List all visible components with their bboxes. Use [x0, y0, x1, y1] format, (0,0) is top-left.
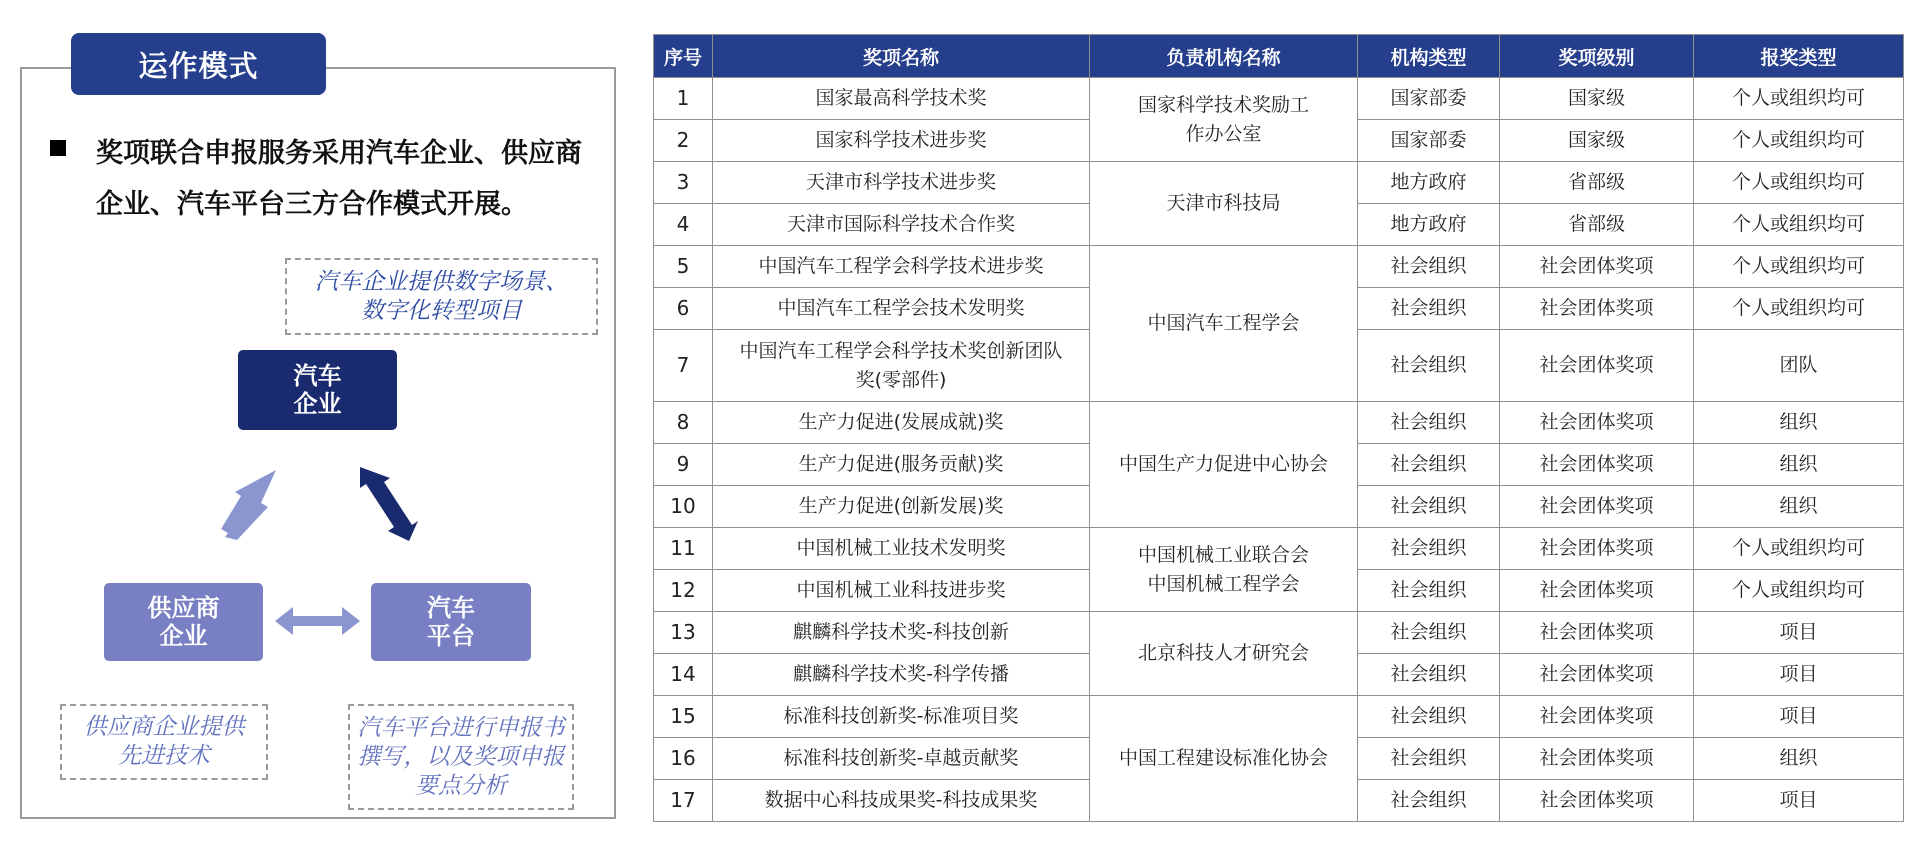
cell-award-name: 中国机械工业技术发明奖 — [713, 528, 1090, 570]
cell-seq: 6 — [654, 288, 713, 330]
cell-org-type: 社会组织 — [1358, 654, 1500, 696]
bullet-text: 奖项联合申报服务采用汽车企业、供应商企业、汽车平台三方合作模式开展。 — [96, 138, 582, 220]
cell-org-type: 社会组织 — [1358, 486, 1500, 528]
cell-apply-type: 个人或组织均可 — [1694, 120, 1904, 162]
table-row — [654, 528, 1904, 570]
cell-org-type: 社会组织 — [1358, 330, 1500, 402]
table-row — [654, 696, 1904, 738]
header-award-name: 奖项名称 — [713, 35, 1090, 78]
cell-apply-type: 个人或组织均可 — [1694, 204, 1904, 246]
node-supplier-label: 供应商企业 — [147, 594, 220, 650]
cell-apply-type: 团队 — [1694, 330, 1904, 402]
cell-award-name: 麒麟科学技术奖-科技创新 — [713, 612, 1090, 654]
table-row — [654, 612, 1904, 654]
cell-apply-type: 个人或组织均可 — [1694, 570, 1904, 612]
cell-award-name: 标准科技创新奖-卓越贡献奖 — [713, 738, 1090, 780]
bullet-square-icon — [50, 140, 66, 156]
cell-org-type: 社会组织 — [1358, 780, 1500, 822]
cell-apply-type: 项目 — [1694, 696, 1904, 738]
cell-seq: 7 — [654, 330, 713, 402]
cell-award-level: 社会团体奖项 — [1500, 444, 1694, 486]
cell-apply-type: 组织 — [1694, 738, 1904, 780]
cell-agency — [1090, 78, 1358, 162]
cell-award-level: 省部级 — [1500, 204, 1694, 246]
cell-seq: 11 — [654, 528, 713, 570]
cell-award-name-text: 中国汽车工程学会科学技术奖创新团队奖(零部件) — [739, 339, 1063, 391]
cell-award-level: 社会团体奖项 — [1500, 738, 1694, 780]
cell-org-type: 社会组织 — [1358, 738, 1500, 780]
cell-award-level: 国家级 — [1500, 120, 1694, 162]
cell-apply-type: 个人或组织均可 — [1694, 288, 1904, 330]
header-agency: 负责机构名称 — [1090, 35, 1358, 78]
cell-seq: 3 — [654, 162, 713, 204]
header-org-type: 机构类型 — [1358, 35, 1500, 78]
header-seq: 序号 — [654, 35, 713, 78]
cell-award-name: 生产力促进(发展成就)奖 — [713, 402, 1090, 444]
cell-apply-type: 个人或组织均可 — [1694, 528, 1904, 570]
cell-apply-type: 项目 — [1694, 612, 1904, 654]
cell-apply-type: 组织 — [1694, 486, 1904, 528]
node-auto-enterprise — [238, 350, 397, 430]
table-row — [654, 246, 1904, 288]
note-auto-text: 汽车企业提供数字场景、数字化转型项目 — [315, 268, 568, 324]
cell-org-type: 地方政府 — [1358, 162, 1500, 204]
cell-apply-type: 项目 — [1694, 654, 1904, 696]
cell-seq: 9 — [654, 444, 713, 486]
note-platform — [348, 704, 574, 810]
cell-award-name: 中国机械工业科技进步奖 — [713, 570, 1090, 612]
cell-agency: 北京科技人才研究会 — [1090, 612, 1358, 696]
cell-org-type: 社会组织 — [1358, 696, 1500, 738]
cell-org-type: 地方政府 — [1358, 204, 1500, 246]
header-apply-type: 报奖类型 — [1694, 35, 1904, 78]
note-supplier — [60, 704, 268, 780]
node-auto-label: 汽车企业 — [293, 362, 342, 418]
table-row — [654, 78, 1904, 120]
cell-award-name: 标准科技创新奖-标准项目奖 — [713, 696, 1090, 738]
header-award-level: 奖项级别 — [1500, 35, 1694, 78]
cell-seq: 12 — [654, 570, 713, 612]
cell-award-name — [713, 330, 1090, 402]
cell-award-name: 中国汽车工程学会科学技术进步奖 — [713, 246, 1090, 288]
cell-org-type: 国家部委 — [1358, 120, 1500, 162]
cell-seq: 14 — [654, 654, 713, 696]
cell-award-level: 社会团体奖项 — [1500, 654, 1694, 696]
cell-seq: 4 — [654, 204, 713, 246]
cell-seq: 15 — [654, 696, 713, 738]
cell-org-type: 国家部委 — [1358, 78, 1500, 120]
cell-award-level: 社会团体奖项 — [1500, 330, 1694, 402]
cell-apply-type: 组织 — [1694, 444, 1904, 486]
cell-seq: 5 — [654, 246, 713, 288]
cell-org-type: 社会组织 — [1358, 570, 1500, 612]
note-auto-enterprise — [285, 258, 598, 335]
table-row — [654, 162, 1904, 204]
cell-apply-type: 个人或组织均可 — [1694, 246, 1904, 288]
table-row — [654, 402, 1904, 444]
cell-org-type: 社会组织 — [1358, 612, 1500, 654]
node-supplier-enterprise — [104, 583, 263, 661]
cell-apply-type: 项目 — [1694, 780, 1904, 822]
cell-apply-type: 个人或组织均可 — [1694, 162, 1904, 204]
cell-seq: 13 — [654, 612, 713, 654]
cell-award-name: 麒麟科学技术奖-科学传播 — [713, 654, 1090, 696]
cell-award-level: 社会团体奖项 — [1500, 528, 1694, 570]
cell-agency-text: 国家科学技术奖励工作办公室 — [1137, 93, 1309, 145]
cell-award-name: 数据中心科技成果奖-科技成果奖 — [713, 780, 1090, 822]
cell-award-name: 天津市国际科学技术合作奖 — [713, 204, 1090, 246]
cell-seq: 2 — [654, 120, 713, 162]
cell-seq: 17 — [654, 780, 713, 822]
cell-award-level: 社会团体奖项 — [1500, 288, 1694, 330]
cell-org-type: 社会组织 — [1358, 402, 1500, 444]
cell-seq: 8 — [654, 402, 713, 444]
cell-award-name: 生产力促进(服务贡献)奖 — [713, 444, 1090, 486]
cell-agency: 中国工程建设标准化协会 — [1090, 696, 1358, 822]
cell-apply-type: 个人或组织均可 — [1694, 78, 1904, 120]
cell-agency-text: 中国机械工业联合会 中国机械工程学会 — [1137, 543, 1309, 595]
cell-agency: 中国生产力促进中心协会 — [1090, 402, 1358, 528]
note-platform-text: 汽车平台进行申报书撰写，以及奖项申报要点分析 — [357, 714, 565, 799]
cell-award-level: 社会团体奖项 — [1500, 780, 1694, 822]
cell-award-level: 省部级 — [1500, 162, 1694, 204]
cell-agency: 中国汽车工程学会 — [1090, 246, 1358, 402]
cell-award-name: 中国汽车工程学会技术发明奖 — [713, 288, 1090, 330]
cell-award-level: 社会团体奖项 — [1500, 612, 1694, 654]
cell-seq: 1 — [654, 78, 713, 120]
cell-award-name: 生产力促进(创新发展)奖 — [713, 486, 1090, 528]
operation-mode-title: 运作模式 — [71, 33, 326, 95]
cell-award-level: 国家级 — [1500, 78, 1694, 120]
node-auto-platform — [371, 583, 531, 661]
cell-org-type: 社会组织 — [1358, 528, 1500, 570]
cell-org-type: 社会组织 — [1358, 246, 1500, 288]
cell-agency — [1090, 528, 1358, 612]
table-header-row — [654, 35, 1904, 78]
cell-award-name: 国家科学技术进步奖 — [713, 120, 1090, 162]
cell-award-level: 社会团体奖项 — [1500, 402, 1694, 444]
cell-org-type: 社会组织 — [1358, 444, 1500, 486]
cell-seq: 16 — [654, 738, 713, 780]
note-supplier-text: 供应商企业提供先进技术 — [83, 714, 245, 769]
cell-org-type: 社会组织 — [1358, 288, 1500, 330]
cell-agency: 天津市科技局 — [1090, 162, 1358, 246]
cell-award-name: 天津市科学技术进步奖 — [713, 162, 1090, 204]
cell-award-level: 社会团体奖项 — [1500, 696, 1694, 738]
cell-award-level: 社会团体奖项 — [1500, 570, 1694, 612]
cell-award-name: 国家最高科学技术奖 — [713, 78, 1090, 120]
cell-apply-type: 组织 — [1694, 402, 1904, 444]
awards-table — [653, 34, 1904, 822]
node-platform-label: 汽车平台 — [427, 594, 475, 650]
cell-seq: 10 — [654, 486, 713, 528]
cell-award-level: 社会团体奖项 — [1500, 486, 1694, 528]
cell-award-level: 社会团体奖项 — [1500, 246, 1694, 288]
